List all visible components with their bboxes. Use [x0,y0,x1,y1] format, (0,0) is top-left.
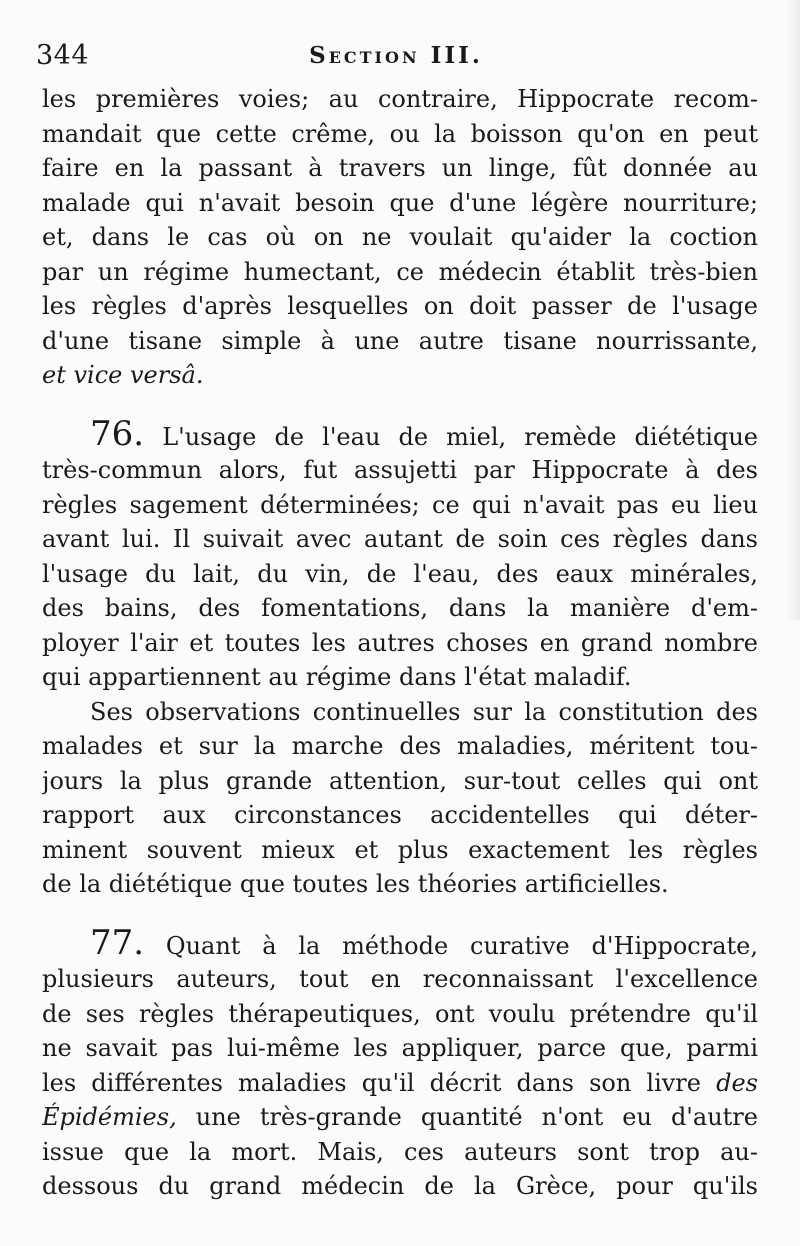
text-line: plusieurs auteurs, tout en reconnaissant l'excellence [42,965,758,993]
text-line: par un régime humectant, ce médecin établit très-bien [42,257,758,286]
running-head: Section III. [309,42,483,69]
italic-span: des [716,1068,758,1097]
text-line: mandait que cette crême, ou la boisson qu'on en peut [42,119,758,148]
page-number: 344 [36,40,90,71]
paragraph-77-first-line [42,928,758,963]
text-line: qui appartiennent au régime dans l'état maladif. [42,663,632,691]
paragraph-gap [42,902,758,928]
text-line: et vice versâ. [42,361,204,389]
text-line: et, dans le cas où on ne voulait qu'aider la coction [42,223,758,251]
text-line: règles sagement déterminées; ce qui n'avait pas eu lieu [42,490,758,519]
text-line: minent souvent mieux et plus exactement les règles [42,835,758,864]
text-line: dessous du grand médecin de la Grèce, pour qu'ils [42,1172,758,1200]
text-span: une très-grande quantité n'ont eu d'autre [195,1103,758,1131]
text-line: ne savait pas lui-même les appliquer, parce que, parmi [42,1034,758,1062]
page-header [36,40,756,80]
text-line: faire en la passant à travers un linge, fût donnée au [42,154,758,182]
text-span: Quant à la méthode curative d'Hippocrate, [165,931,758,960]
paragraph-number: 77. [90,927,145,962]
italic-span: Épidémies, [42,1103,177,1131]
text-line: issue que la mort. Mais, ces auteurs sont trop au- [42,1137,758,1166]
paragraph-gap [42,393,758,419]
text-line: de la diététique que toutes les théories artificielles. [42,870,669,898]
text-line [42,1066,758,1101]
text-line [42,1100,758,1135]
text-line: les règles d'après lesquelles on doit passer de l'usage [42,292,758,320]
paragraph-number: 76. [90,418,145,453]
body-text [42,82,758,1204]
text-line: avant lui. Il suivait avec autant de soin ces règles dans [42,525,758,553]
text-line: très-commun alors, fut assujetti par Hippocrate à des [42,456,758,484]
text-span: L'usage de l'eau de miel, remède diététique [162,422,758,451]
text-line: malade qui n'avait besoin que d'une légère nourriture; [42,188,758,217]
paragraph-76-first-line [42,419,758,454]
text-line: malades et sur la marche des maladies, méritent tou- [42,732,758,760]
text-span: les différentes maladies qu'il décrit dans son livre [42,1068,701,1097]
text-line: les premières voies; au contraire, Hippocrate recom- [42,85,758,113]
text-line: l'usage du lait, du vin, de l'eau, des eaux minérales, [42,559,758,588]
text-line: des bains, des fomentations, dans la manière d'em- [42,594,758,622]
text-line: Ses observations continuelles sur la constitution des [90,697,758,726]
text-line: rapport aux circonstances accidentelles qui déter- [42,801,758,829]
text-line: ployer l'air et toutes les autres choses en grand nombre [42,628,758,657]
text-line: de ses règles thérapeutiques, ont voulu prétendre qu'il [42,999,758,1028]
text-line: d'une tisane simple à une autre tisane nourrissante, [42,326,758,355]
text-line: jours la plus grande attention, sur-tout celles qui ont [42,766,758,795]
